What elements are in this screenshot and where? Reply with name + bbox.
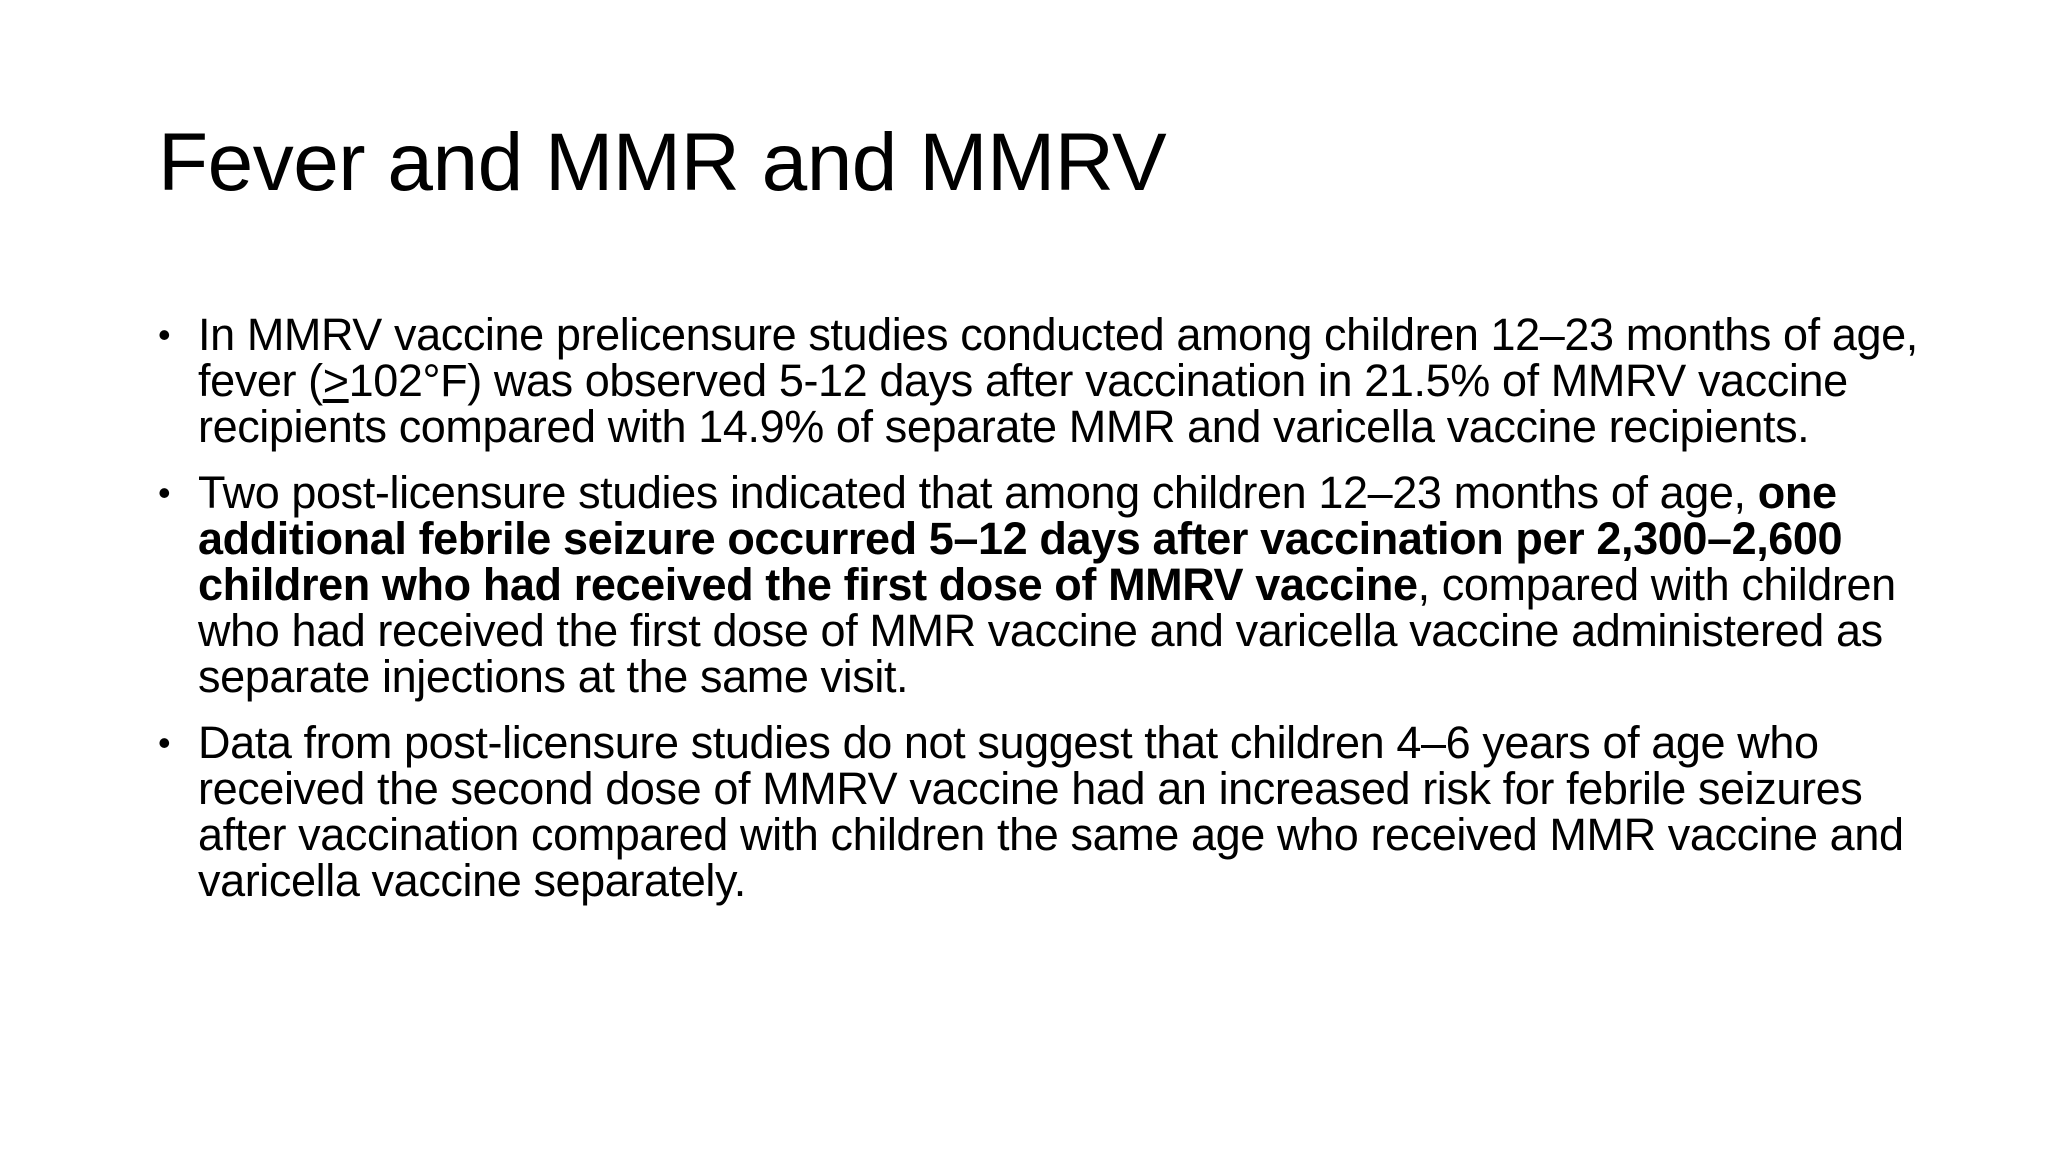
bullet-item-2 [158, 467, 1918, 702]
slide-title: Fever and MMR and MMRV [158, 117, 1167, 208]
bullet-1-text-b: 102°F) was observed 5-12 days after vaccination in 21.5% of MMRV vaccine recipients compared with 14.9% of separate MMR and varicella vaccine recipients. [198, 355, 1848, 452]
bullet-item-3 [158, 717, 1918, 906]
bullet-2-text-b: , compared with children who had received the first dose of MMR vaccine and varicella vaccine administered as separate injections at the same visit. [198, 559, 1896, 702]
bullet-2-bold-text: one additional febrile seizure occurred 5–12 days after vaccination per 2,300–2,600 children who had received the first dose of MMRV vaccine [198, 467, 1843, 610]
bullet-3-text: Data from post-licensure studies do not suggest that children 4–6 years of age who received the second dose of MMRV vaccine had an increased risk for febrile seizures after vaccination compared with children the same age who received MMR vaccine and varicella vaccine separately. [198, 717, 1904, 906]
bullet-1-text-a: In MMRV vaccine prelicensure studies conducted among children 12–23 months of age, fever ( [198, 309, 1918, 406]
bullet-item-1 [158, 309, 1918, 452]
bullet-list [158, 309, 1918, 924]
bullet-1-underlined-symbol: > [322, 355, 349, 406]
bullet-marker: • [158, 472, 171, 513]
bullet-marker: • [158, 722, 171, 763]
bullet-marker: • [158, 314, 171, 355]
bullet-2-text-a: Two post-licensure studies indicated that among children 12–23 months of age, [198, 467, 1758, 518]
